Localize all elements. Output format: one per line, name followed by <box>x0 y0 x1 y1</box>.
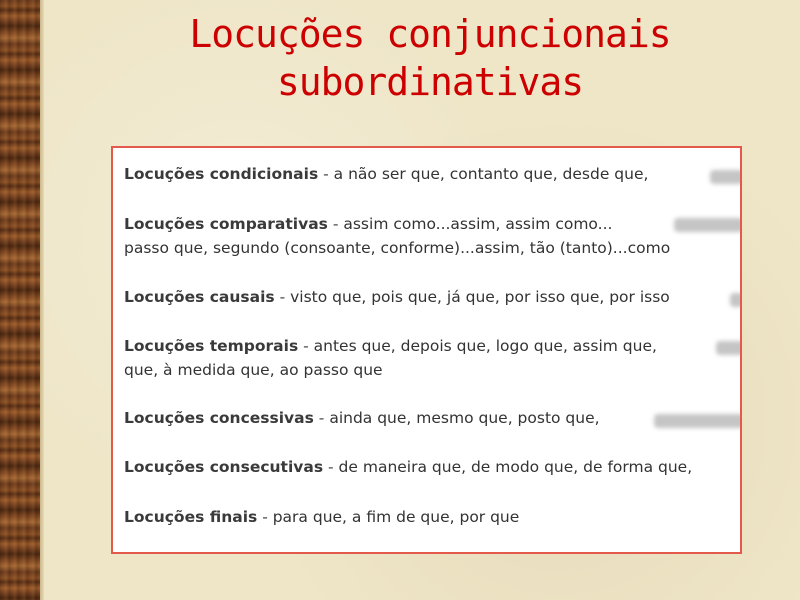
slide-title <box>60 10 800 106</box>
entry-label: Locuções concessivas <box>124 409 314 427</box>
obscured-text-fragment <box>654 414 742 428</box>
obscured-text-fragment <box>730 293 742 307</box>
entry-text: antes que, depois que, logo que, assim que, <box>313 337 657 355</box>
entry-condicionais <box>124 162 742 186</box>
entry-text: ainda que, mesmo que, posto que, <box>329 409 600 427</box>
entry-label: Locuções finais <box>124 508 258 526</box>
entry-separator: - <box>323 165 329 183</box>
entry-text-continued: que, à medida que, ao passo que <box>124 361 383 379</box>
entry-separator: - <box>318 409 325 427</box>
entry-text-continued: passo que, segundo (consoante, conforme)...assim, tão (tanto)...como <box>124 239 671 257</box>
decorative-divider <box>40 0 44 600</box>
entry-comparativas <box>124 212 742 260</box>
entry-label: Locuções condicionais <box>124 165 319 183</box>
entry-label: Locuções consecutivas <box>124 458 324 476</box>
obscured-text-fragment <box>716 341 742 355</box>
entry-text: assim como...assim, assim como... <box>343 215 613 233</box>
entry-text: para que, a fim de que, por que <box>272 508 520 526</box>
entry-concessivas <box>124 406 742 430</box>
entry-consecutivas <box>124 455 742 479</box>
entry-separator: - <box>279 288 286 306</box>
content-panel <box>111 146 742 554</box>
entry-finais <box>124 505 742 529</box>
entry-text: a não ser que, contanto que, desde que, <box>333 165 649 183</box>
obscured-text-fragment <box>674 218 742 232</box>
entry-text: de maneira que, de modo que, de forma que, <box>338 458 693 476</box>
entry-label: Locuções temporais <box>124 337 299 355</box>
entry-label: Locuções causais <box>124 288 275 306</box>
entry-label: Locuções comparativas <box>124 215 328 233</box>
entry-temporais <box>124 334 742 382</box>
entry-separator: - <box>262 508 268 526</box>
entry-separator: - <box>328 458 334 476</box>
entry-text: visto que, pois que, já que, por isso que, por isso <box>290 288 670 306</box>
entry-separator: - <box>332 215 339 233</box>
obscured-text-fragment <box>710 170 742 184</box>
entry-causais <box>124 285 742 309</box>
decorative-wood-strip <box>0 0 40 600</box>
slide-title-line-1: Locuções conjuncionais <box>189 12 671 56</box>
slide-title-line-2: subordinativas <box>276 60 584 104</box>
entry-separator: - <box>303 337 309 355</box>
